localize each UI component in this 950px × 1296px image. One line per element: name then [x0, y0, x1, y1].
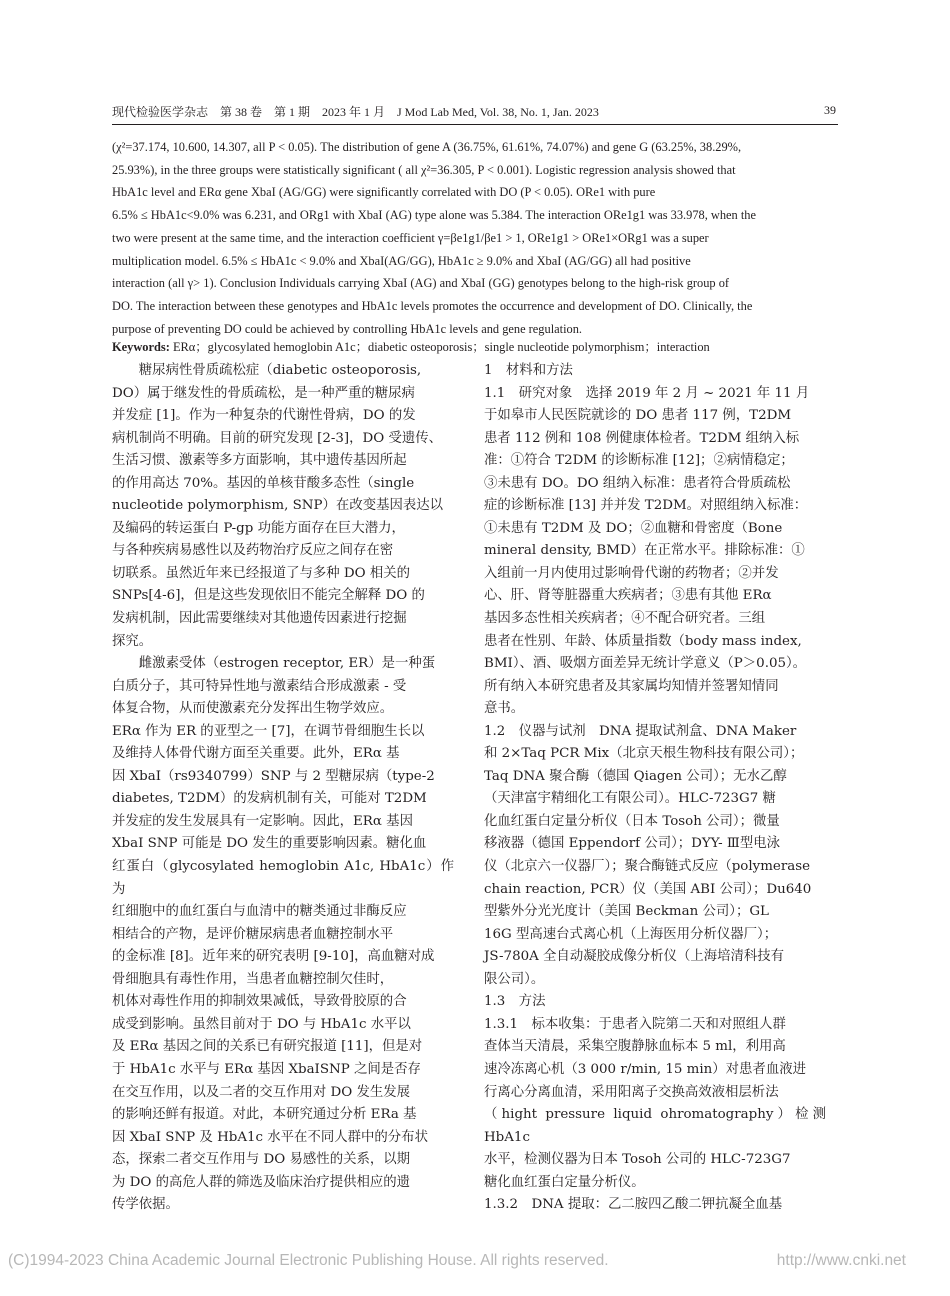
abstract-line: 25.93%), in the three groups were statistically significant ( all χ²=36.305, P < 0.001). Logistic regression analysis showed that: [112, 162, 736, 177]
text-line: 患者 112 例和 108 例健康体检者。T2DM 组纳入标: [484, 430, 800, 446]
text-line: 和 2×Taq PCR Mix（北京天根生物科技有限公司）；: [484, 746, 804, 762]
text-line: 糖尿病性骨质疏松症（diabetic osteoporosis,: [138, 363, 422, 378]
abstract-line: 6.5% ≤ HbA1c<9.0% was 6.231, and ORg1 with XbaI (AG) type alone was 5.384. The interaction ORe1g1 was 33.978, when the: [112, 208, 756, 223]
text-line: ③未患有 DO。DO 组纳入标准：患者符合骨质疏松: [484, 475, 791, 491]
abstract-line: DO. The interaction between these genotypes and HbA1c levels promotes the occurrence and development of DO. Clinically, the: [112, 298, 753, 313]
text-line: 红细胞中的血红蛋白与血清中的糖类通过非酶反应: [112, 904, 407, 920]
text-line: BMI）、酒、吸烟方面差异无统计学意义（P＞0.05）。: [484, 656, 807, 672]
text-line: 红蛋白（glycosylated hemoglobin A1c, HbA1c）作为: [112, 859, 454, 897]
text-line: 的作用高达 70%。基因的单核苷酸多态性（single: [112, 475, 415, 491]
text-line: 与各种疾病易感性以及药物治疗反应之间存在密: [112, 543, 394, 559]
text-line: 所有纳入本研究患者及其家属均知情并签署知情同: [484, 678, 779, 694]
text-line: 意书。: [484, 701, 525, 717]
running-header: [112, 103, 838, 123]
text-line: 切联系。虽然近年来已经报道了与多种 DO 相关的: [112, 565, 411, 581]
keywords-label: Keywords:: [112, 340, 170, 354]
text-line: XbaI SNP 可能是 DO 发生的重要影响因素。糖化血: [112, 836, 427, 852]
text-line: 于如皋市人民医院就诊的 DO 患者 117 例，T2DM: [484, 408, 792, 424]
text-line: nucleotide polymorphism, SNP）在改变基因表达以: [112, 498, 444, 514]
abstract-line: purpose of preventing DO could be achieved by controlling HbA1c levels and gene regulation.: [112, 321, 583, 336]
text-line: 因 XbaI（rs9340799）SNP 与 2 型糖尿病（type-2: [112, 768, 435, 784]
text-line: ①未患有 T2DM 及 DO；②血糖和骨密度（Bone: [484, 520, 783, 536]
text-line: 于 HbA1c 水平与 ERα 基因 XbaISNP 之间是否存: [112, 1061, 421, 1077]
text-line: 机体对毒性作用的抑制效果减低，导致骨胶原的合: [112, 994, 407, 1010]
abstract-line: HbA1c level and ERα gene XbaI (AG/GG) were significantly correlated with DO (P < 0.05). ORe1 with pure: [112, 185, 656, 200]
text-line: mineral density, BMD）在正常水平。排除标准：①: [484, 543, 805, 559]
text-line: JS-780A 全自动凝胶成像分析仪（上海培清科技有: [484, 949, 785, 965]
section-heading: 1.3 方法: [484, 994, 546, 1010]
text-line: chain reaction, PCR）仪（美国 ABI 公司）；Du640: [484, 881, 812, 897]
text-line: Taq DNA 聚合酶（德国 Qiagen 公司）；无水乙醇: [484, 768, 787, 784]
text-line: 白质分子，其可特异性地与激素结合形成激素 - 受: [112, 678, 407, 694]
text-line: （hight pressure liquid ohromatography）检测 HbA1c: [484, 1107, 826, 1145]
text-line: 生活习惯、激素等多方面影响，其中遗传基因所起: [112, 453, 407, 469]
text-line: 并发症的发生发展具有一定影响。因此，ERα 基因: [112, 813, 413, 829]
text-line: 化血红蛋白定量分析仪（日本 Tosoh 公司）；微量: [484, 813, 780, 829]
text-line: 探究。: [112, 633, 153, 649]
text-line: 16G 型高速台式离心机（上海医用分析仪器厂）；: [484, 926, 778, 942]
text-line: 发病机制，因此需要继续对其他遗传因素进行挖掘: [112, 611, 407, 627]
text-line: 糖化血红蛋白定量分析仪。: [484, 1174, 645, 1190]
text-line: 的影响还鲜有报道。对此，本研究通过分析 ERa 基: [112, 1107, 417, 1123]
text-line: 及编码的转运蛋白 P-gp 功能方面存在巨大潜力，: [112, 520, 405, 536]
text-line: 因 XbaI SNP 及 HbA1c 水平在不同人群中的分布状: [112, 1129, 428, 1145]
keywords-text: ERα；glycosylated hemoglobin A1c；diabetic osteoporosis；single nucleotide polymorphism；interaction: [172, 340, 710, 354]
abstract-line: (χ²=37.174, 10.600, 14.307, all P < 0.05). The distribution of gene A (36.75%, 61.61%, 74.07%) and gene G (63.25%, 38.29%,: [112, 140, 742, 154]
text-line: 体复合物，从而使激素充分发挥出生物学效应。: [112, 701, 394, 717]
text-line: 移液器（德国 Eppendorf 公司）；DYY- Ⅲ型电泳: [484, 836, 780, 852]
text-line: 在交互作用，以及二者的交互作用对 DO 发生发展: [112, 1084, 411, 1100]
text-line: 症的诊断标准 [13] 并并发 T2DM。对照组纳入标准：: [484, 498, 808, 514]
journal-info: 现代检验医学杂志 第 38 卷 第 1 期 2023 年 1 月 J Mod Lab Med, Vol. 38, No. 1, Jan. 2023: [112, 105, 599, 119]
text-line: 雌激素受体（estrogen receptor, ER）是一种蛋: [138, 656, 436, 672]
text-line: 1.3.1 标本收集：于患者入院第二天和对照组人群: [484, 1016, 786, 1032]
text-line: 1.1 研究对象 选择 2019 年 2 月 ~ 2021 年 11 月: [484, 385, 810, 401]
text-line: 及维持人体骨代谢方面至关重要。此外，ERα 基: [112, 746, 400, 762]
body-column-left: [112, 360, 454, 1217]
text-line: 成受到影响。虽然目前对于 DO 与 HbA1c 水平以: [112, 1016, 411, 1032]
keywords: [112, 337, 826, 357]
text-line: 行离心分离血清，采用阳离子交换高效液相层析法: [484, 1084, 779, 1100]
abstract-line: interaction (all γ> 1). Conclusion Individuals carrying XbaI (AG) and XbaI (GG) genotypes belong to the high-risk group of: [112, 276, 730, 291]
text-line: 入组前一月内使用过影响骨代谢的药物者；②并发: [484, 565, 779, 581]
abstract-line: multiplication model. 6.5% ≤ HbA1c < 9.0% and XbaI(AG/GG), HbA1c ≥ 9.0% and XbaI (AG/GG) all had positive: [112, 253, 691, 268]
text-line: 基因多态性相关疾病者；④不配合研究者。三组: [484, 611, 766, 627]
text-line: 型紫外分光光度计（美国 Beckman 公司）；GL: [484, 904, 769, 920]
text-line: 查体当天清晨，采集空腹静脉血标本 5 ml，利用高: [484, 1039, 786, 1055]
text-line: 心、肝、肾等脏器重大疾病者；③患有其他 ERα: [484, 588, 772, 604]
text-line: 仪（北京六一仪器厂）；聚合酶链式反应（polymerase: [484, 859, 811, 875]
text-line: 态，探索二者交互作用与 DO 易感性的关系，以期: [112, 1152, 411, 1168]
copyright-text: (C)1994-2023 China Academic Journal Electronic Publishing House. All rights reserved.: [8, 1252, 609, 1269]
text-line: 及 ERα 基因之间的关系已有研究报道 [11]，但是对: [112, 1039, 423, 1055]
text-line: 病机制尚不明确。目前的研究发现 [2-3]，DO 受遗传、: [112, 430, 443, 446]
text-line: 准：①符合 T2DM 的诊断标准 [12]；②病情稳定；: [484, 453, 794, 469]
page-number: 39: [824, 103, 836, 117]
abstract-line: two were present at the same time, and the interaction coefficient γ=βe1g1/βe1 > 1, ORe1g1 > ORe1×ORg1 was a super: [112, 230, 709, 245]
copyright-footer: [0, 1252, 950, 1276]
text-line: 传学依据。: [112, 1197, 179, 1213]
text-line: DO）属于继发性的骨质疏松，是一种严重的糖尿病: [112, 385, 415, 401]
english-abstract: [112, 136, 826, 340]
body-column-right: [484, 360, 826, 1217]
text-line: 相结合的产物，是评价糖尿病患者血糖控制水平: [112, 926, 394, 942]
text-line: 1.2 仪器与试剂 DNA 提取试剂盒、DNA Maker: [484, 723, 797, 739]
text-line: SNPs[4-6]，但是这些发现依旧不能完全解释 DO 的: [112, 588, 425, 604]
text-line: 患者在性别、年龄、体质量指数（body mass index,: [484, 633, 802, 649]
text-line: ERα 作为 ER 的亚型之一 [7]，在调节骨细胞生长以: [112, 723, 425, 739]
text-line: 并发症 [1]。作为一种复杂的代谢性骨病，DO 的发: [112, 408, 416, 424]
footer-url: http://www.cnki.net: [776, 1252, 906, 1269]
text-line: 限公司）。: [484, 971, 545, 987]
text-line: 速冷冻离心机（3 000 r/min, 15 min）对患者血液进: [484, 1061, 806, 1077]
section-heading: 1 材料和方法: [484, 363, 573, 378]
text-line: 骨细胞具有毒性作用，当患者血糖控制欠佳时，: [112, 971, 394, 987]
text-line: （天津富宇精细化工有限公司）。HLC-723G7 糖: [484, 791, 776, 807]
text-line: 的金标准 [8]。近年来的研究表明 [9-10]，高血糖对成: [112, 949, 435, 965]
header-rule: [112, 124, 838, 125]
text-line: 1.3.2 DNA 提取：乙二胺四乙酸二钾抗凝全血基: [484, 1197, 783, 1213]
text-line: diabetes, T2DM）的发病机制有关，可能对 T2DM: [112, 791, 427, 807]
text-line: 水平，检测仪器为日本 Tosoh 公司的 HLC-723G7: [484, 1152, 791, 1168]
text-line: 为 DO 的高危人群的筛选及临床治疗提供相应的遗: [112, 1174, 411, 1190]
